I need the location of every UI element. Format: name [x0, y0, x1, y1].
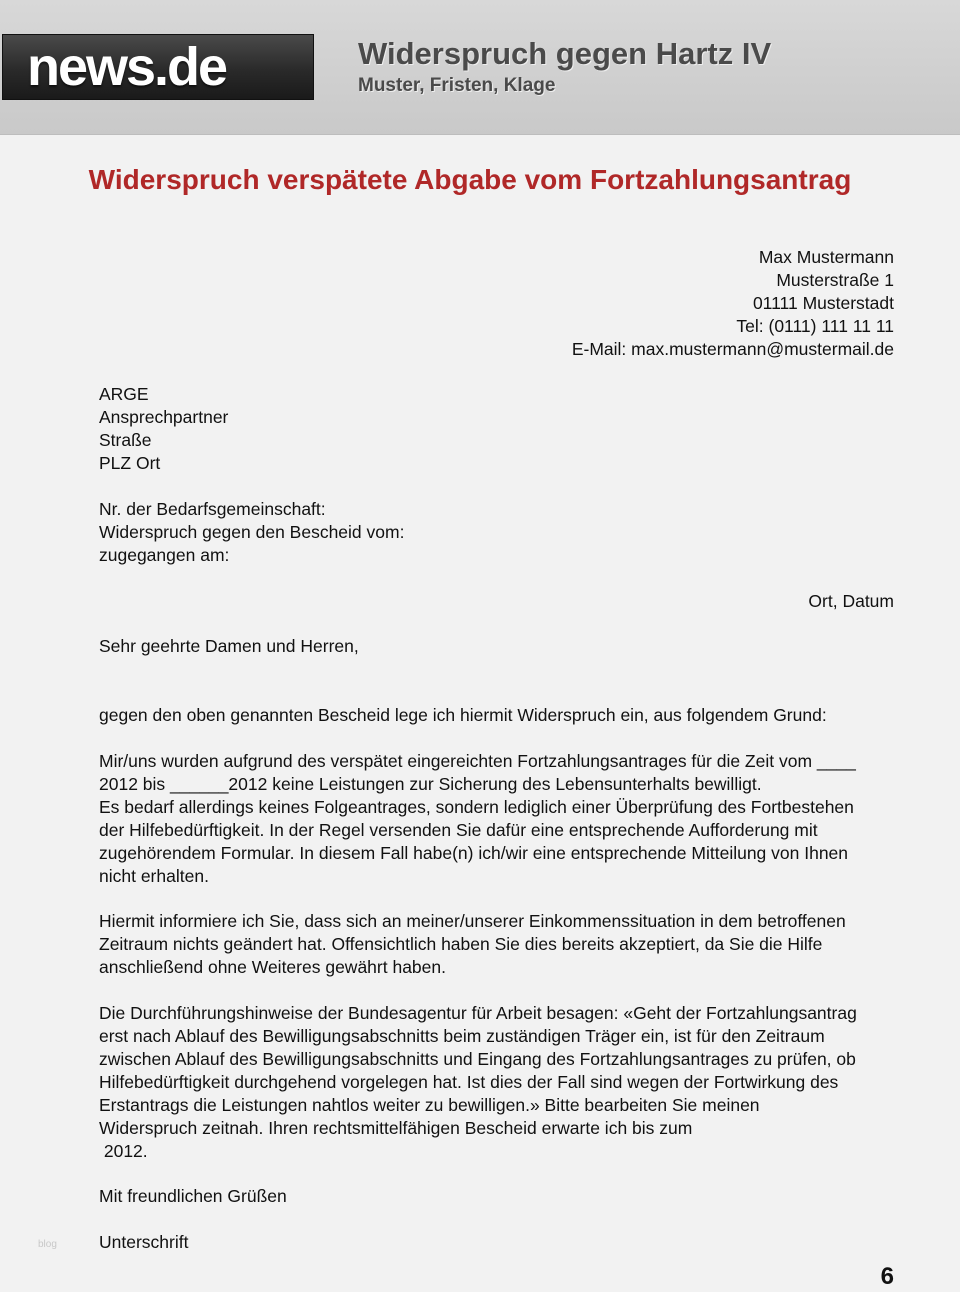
sender-phone: Tel: (0111) 111 11 11: [736, 316, 894, 336]
header-title: Widerspruch gegen Hartz IV: [358, 36, 772, 71]
body-line: Erstantrags die Leistungen nahtlos weiter zu bewilligen.» Bitte bearbeiten Sie meinen: [99, 1095, 760, 1115]
body-line: der Hilfebedürftigkeit. In der Regel versenden Sie dafür eine entsprechende Aufforderung mit: [99, 820, 818, 840]
body-line: nicht erhalten.: [99, 866, 209, 886]
recipient-line: Ansprechpartner: [99, 407, 229, 427]
body-line: Widerspruch zeitnah. Ihren rechtsmittelfähigen Bescheid erwarte ich bis zum: [99, 1118, 693, 1138]
body-line: Hilfebedürftigkeit durchgehend vorgelegen hat. Ist dies der Fall sind wegen der Fortwirkung des: [99, 1072, 839, 1092]
page-header: [0, 0, 960, 135]
logo-text: news.de: [27, 37, 227, 97]
body-line: gegen den oben genannten Bescheid lege ich hiermit Widerspruch ein, aus folgendem Grund:: [99, 705, 827, 725]
sender-name: Max Mustermann: [758, 247, 894, 267]
body-line: anschließend ohne Weiteres gewährt haben.: [99, 957, 446, 977]
body-line: Hiermit informiere ich Sie, dass sich an meiner/unserer Einkommenssituation in dem betroffenen: [99, 911, 846, 931]
body-line: Die Durchführungshinweise der Bundesagentur für Arbeit besagen: «Geht der Fortzahlungsantrag: [99, 1003, 857, 1023]
body-line: zugehörendem Formular. In diesem Fall habe(n) ich/wir eine entsprechende Mitteilung von Ihnen: [99, 843, 849, 863]
watermark: blog: [38, 1239, 57, 1250]
body-line: zwischen Ablauf des Bewilligungsabschnitts und Eingang des Fortzahlungsantrages zu prüfen, ob: [99, 1049, 856, 1069]
recipient-line: ARGE: [99, 384, 149, 404]
closing: Mit freundlichen Grüßen: [99, 1186, 287, 1206]
document-title: Widerspruch verspätete Abgabe vom Fortzahlungsantrag: [88, 164, 852, 195]
page-number: 6: [880, 1263, 894, 1290]
signature: Unterschrift: [99, 1232, 189, 1252]
body-line: Es bedarf allerdings keines Folgeantrages, sondern lediglich einer Überprüfung des Fortbestehen: [99, 797, 854, 817]
sender-street: Musterstraße 1: [776, 270, 894, 290]
reference-line: Nr. der Bedarfsgemeinschaft:: [99, 499, 326, 519]
reference-line: Widerspruch gegen den Bescheid vom:: [99, 522, 405, 542]
recipient-line: Straße: [99, 430, 152, 450]
reference-line: zugegangen am:: [99, 545, 230, 565]
body-line: erst nach Ablauf des Bewilligungsabschnitts beim zuständigen Träger ein, ist für den Zeitraum: [99, 1026, 825, 1046]
salutation: Sehr geehrte Damen und Herren,: [99, 636, 359, 656]
news-logo: [2, 34, 314, 100]
body-line: Mir/uns wurden aufgrund des verspätet eingereichten Fortzahlungsantrages für die Zeit vom ____: [99, 751, 856, 771]
header-subtitle: Muster, Fristen, Klage: [358, 75, 556, 96]
body-line: 2012.: [99, 1141, 148, 1161]
place-date: Ort, Datum: [808, 591, 894, 611]
recipient-line: PLZ Ort: [99, 453, 161, 473]
body-line: Zeitraum nichts geändert hat. Offensichtlich haben Sie dies bereits akzeptiert, da Sie die Hilfe: [99, 934, 823, 954]
sender-city: 01111 Musterstadt: [752, 293, 894, 313]
body-line: 2012 bis ______2012 keine Leistungen zur Sicherung des Lebensunterhalts bewilligt.: [99, 774, 762, 794]
sender-email: E-Mail: max.mustermann@mustermail.de: [571, 339, 894, 359]
